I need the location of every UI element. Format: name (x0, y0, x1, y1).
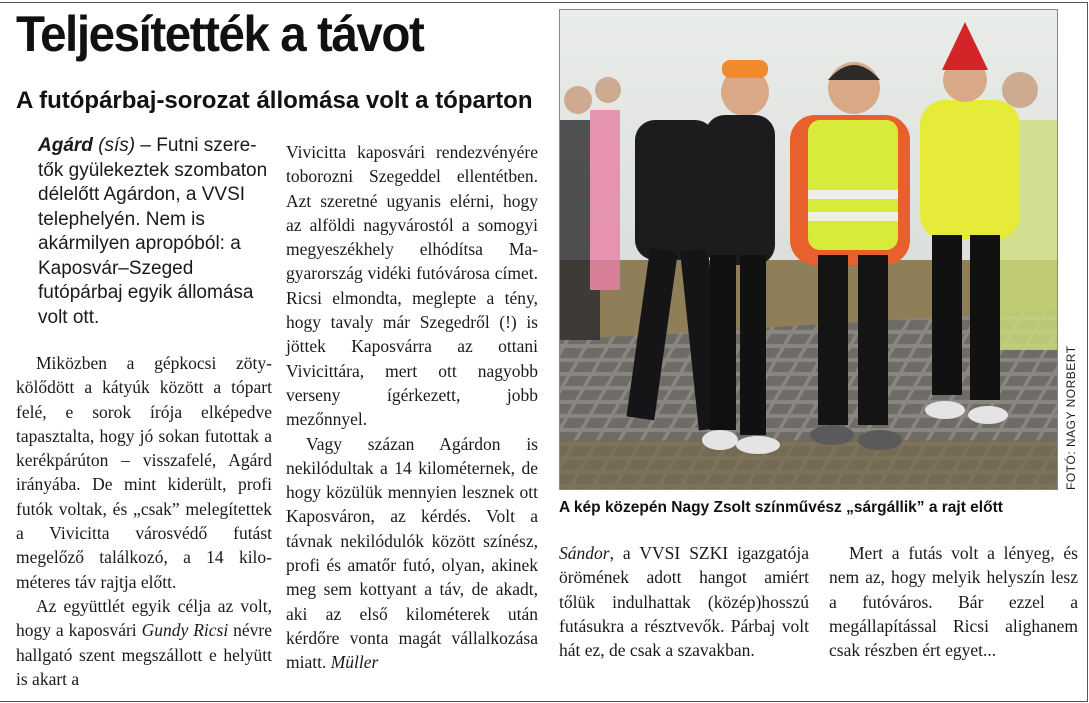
subheadline: A futópárbaj-sorozat állomása volt a tóparton (16, 87, 533, 114)
lead-paragraph (38, 134, 272, 330)
photo-credit: FOTÓ: NAGY NORBERT (1064, 345, 1078, 490)
body-paragraph-6: Mert a futás volt a lényeg, és nem az, hogy melyik helyszín lesz a futóváros. Bár ezzel a megállapítással Ricsi alighanem csak részben ért egyet... (829, 543, 1078, 661)
person-name-gundy: Gundy Ricsi (141, 620, 229, 641)
body-paragraph-1: Miközben a gépkocsi zötykölődött a kátyúk között a tópart felé, e sorok írója elképedve tapasztalta, hogy jó sokan futottak a kerékpárúton – visszafelé, Agárd irányába. De mint kiderült, profi futók voltak, és „csak” melegítettek a Vivicitta városvédő futást megelőző találkozó, a 14 kilométeres táv rajtja előtt. (16, 353, 272, 592)
photo-runners (559, 9, 1058, 490)
author-initials: (sís) (98, 135, 136, 156)
column-1 (16, 134, 272, 691)
person-name-sandor: Sándor (559, 543, 610, 563)
dateline: Agárd (38, 135, 93, 156)
body-paragraph-5: Sándor, a VVSI SZKI igazgatója örömének adott hangot amiért tőlük indulhattak (közép)hosszú futásukra a résztvevők. Párbaj volt hát ez, de csak a szavakban. (559, 543, 809, 661)
column-2 (286, 140, 538, 675)
photo-caption: A kép közepén Nagy Zsolt színművész „sárgállik” a rajt előtt (559, 499, 1003, 516)
photo-illustration (560, 10, 1057, 489)
column-3 (559, 541, 809, 662)
body-paragraph-3: Vivicitta kaposvári rendezvényére toborozni Szegeddel ellentétben. Azt szeretné ugyanis elérni, hogy az alföldi nagyvárostól a somogyi megyeszékhely elhódítsa Magyarország vidéki futóvárosa címet. Ricsi elmondta, meglepte a tény, hogy tavaly már Szegedről (!) is jöttek Kaposvárra az ottani Vivicittára, mert ott nagyobb verseny ígérkezett, jobb mezőnnyel. (286, 142, 538, 430)
column-4 (829, 541, 1078, 662)
person-name-muller: Müller (330, 652, 379, 673)
body-paragraph-2: Az együttlét egyik célja az volt, hogy a kaposvári Gundy Ricsi névre hallgató szent megszállott e helyütt is akart a (16, 595, 272, 689)
lead-text: – Futni szeretők gyülekeztek szombaton délelőtt Agárdon, a VVSI telephelyén. Nem is akármilyen apropóból: a Kaposvár–Szeged futópárbaj egyik állomása volt ott. (38, 135, 268, 328)
body-paragraph-4: Vagy százan Agárdon is nekilódultak a 14 kilométernek, de hogy közülük mennyien lesznek ott Kaposváron, az kérdés. Volt a távnak nekilódulók között színész, profi és amatőr futó, olyan, akinek meg sem kottyant a táv, de akadt, aki az első kilométerek után kérdőre vonta magát vállalkozása miatt. Müller (286, 433, 538, 673)
headline: Teljesítették a távot (16, 6, 424, 62)
